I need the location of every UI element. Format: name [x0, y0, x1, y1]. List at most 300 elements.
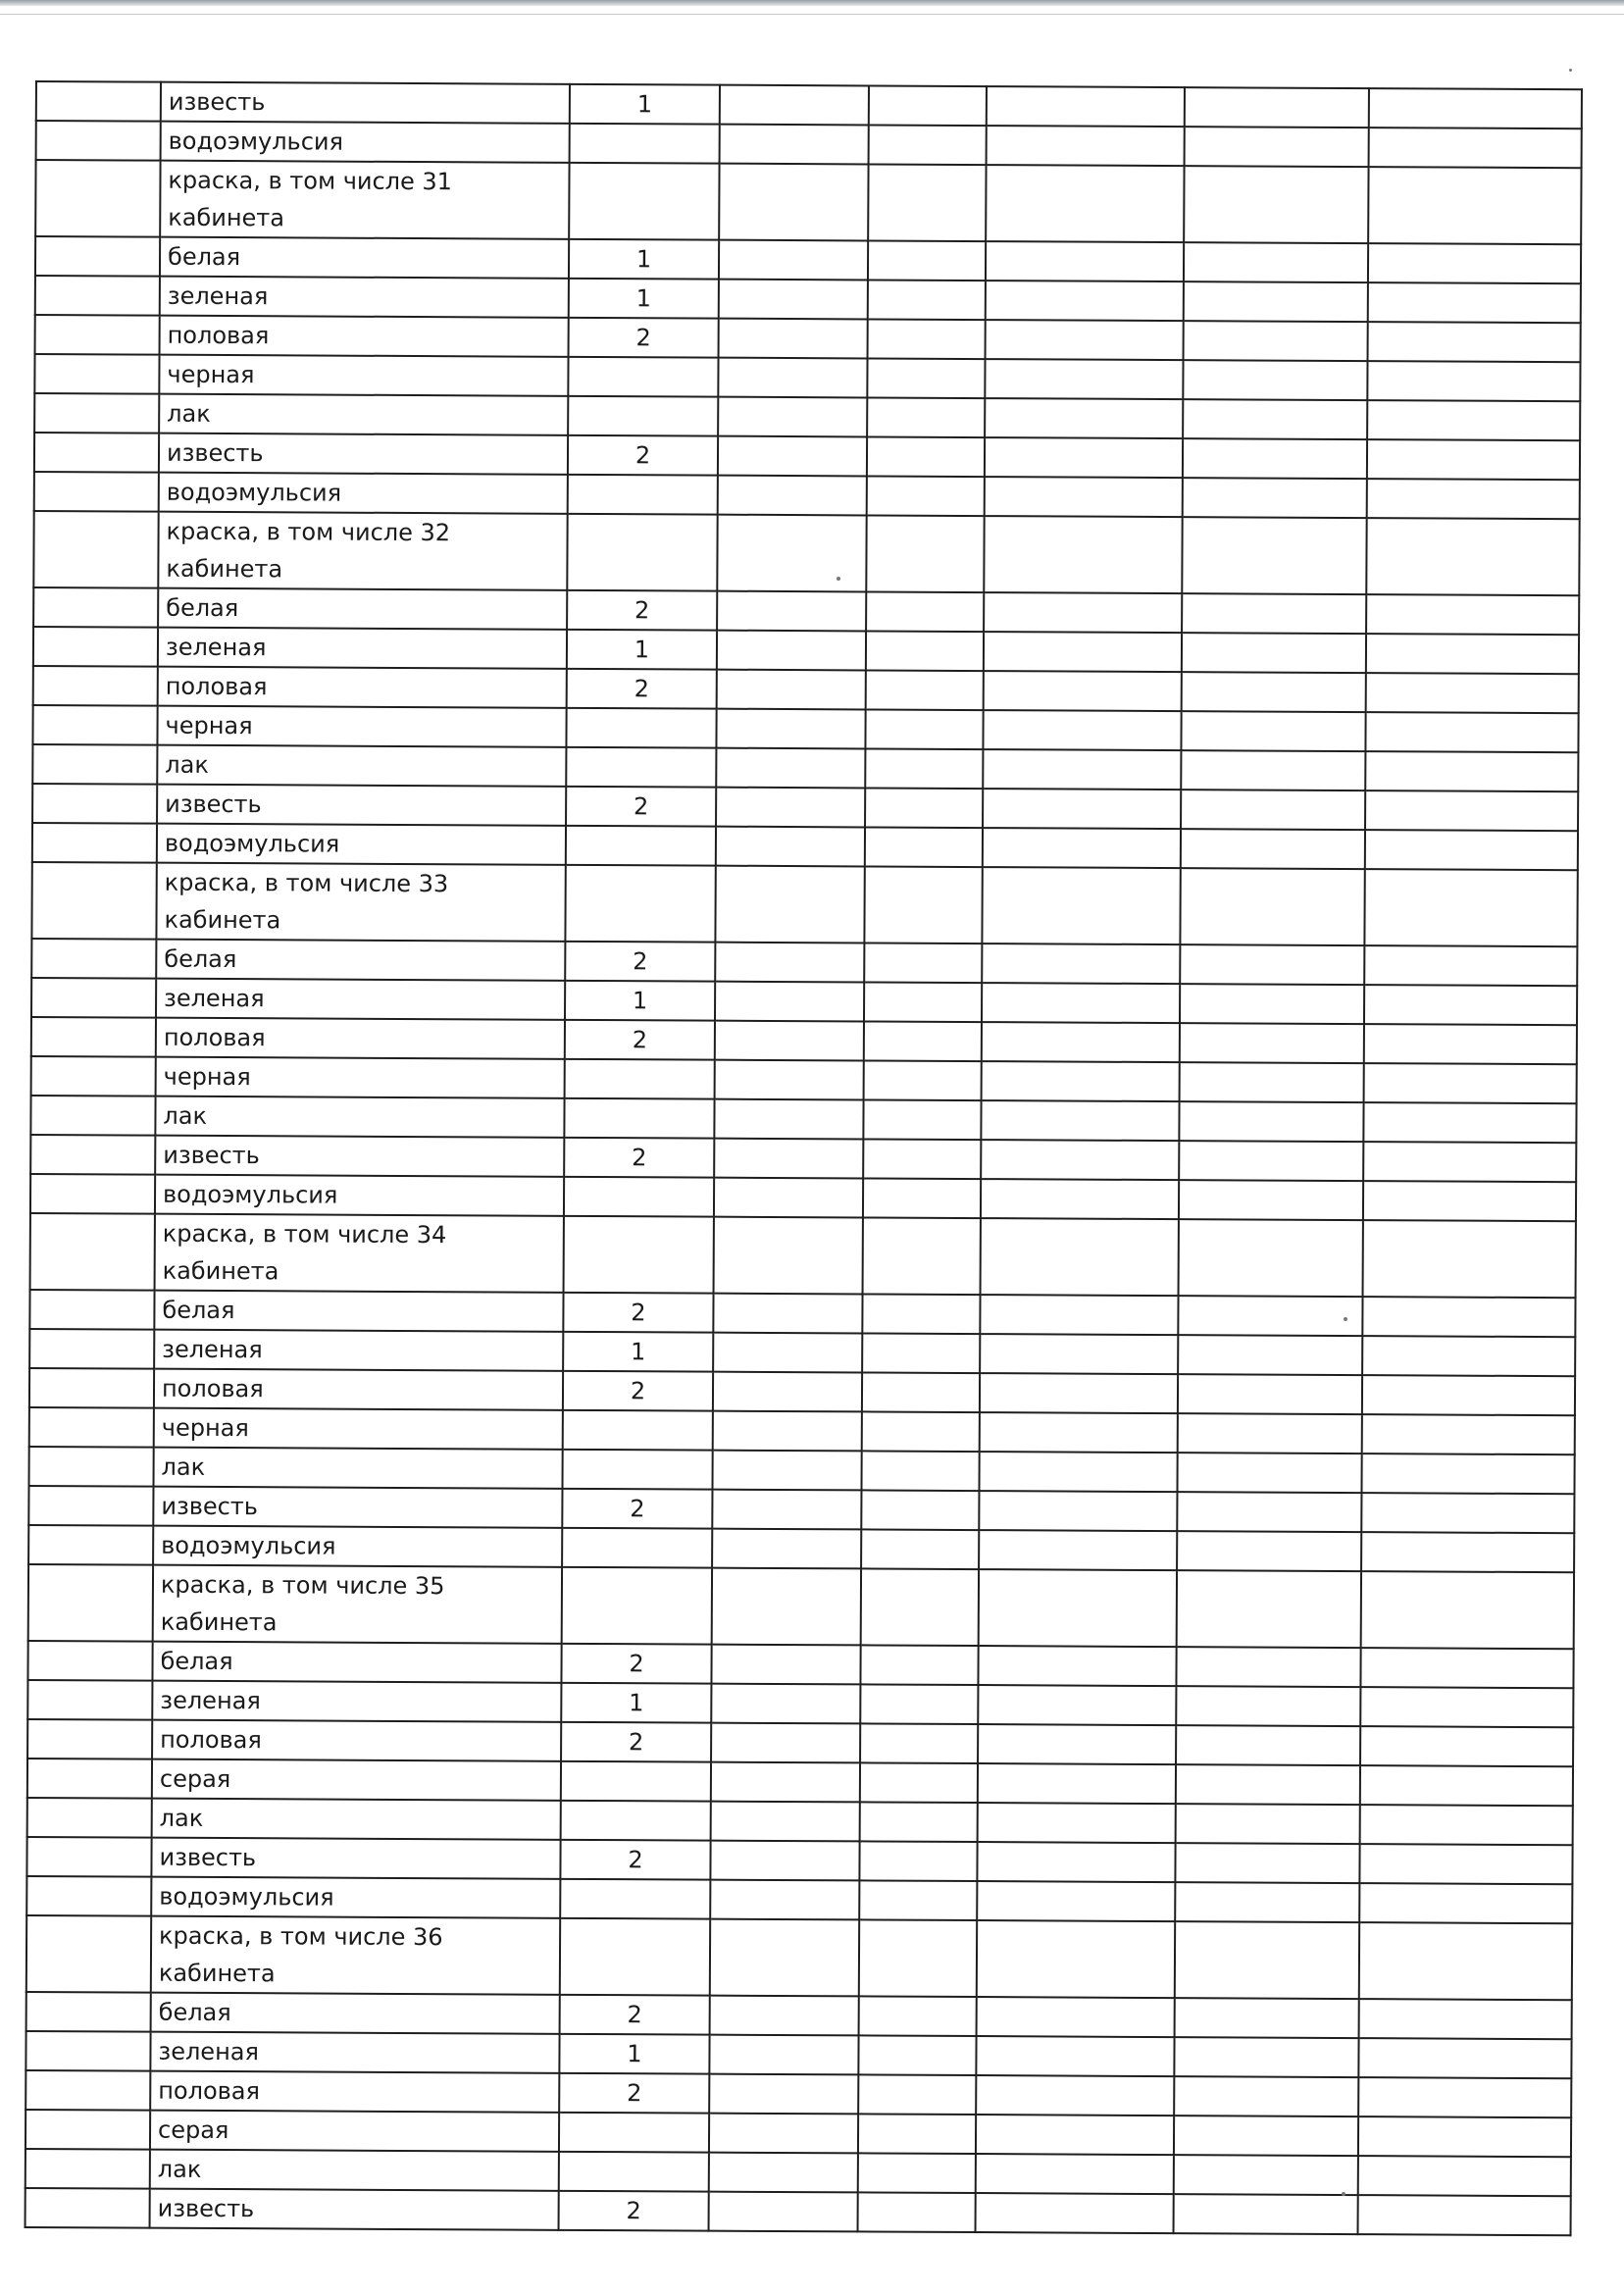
- empty-cell: [714, 1217, 863, 1295]
- empty-cell: [36, 81, 161, 122]
- empty-cell: [867, 358, 985, 398]
- empty-cell: [980, 1334, 1178, 1374]
- empty-cell: [712, 1529, 861, 1569]
- quantity-cell: [570, 124, 720, 164]
- empty-cell: [1178, 1335, 1362, 1375]
- empty-cell: [33, 511, 158, 588]
- empty-cell: [1179, 1219, 1363, 1297]
- material-name-cell: зеленая: [152, 1681, 561, 1722]
- empty-cell: [711, 1802, 860, 1842]
- table-row: [30, 1213, 1576, 1298]
- empty-cell: [26, 1915, 151, 1993]
- quantity-cell: 2: [563, 1293, 713, 1333]
- empty-cell: [976, 2115, 1174, 2155]
- empty-cell: [1184, 242, 1368, 282]
- material-name-cell: половая: [152, 1720, 561, 1761]
- quantity-cell: 2: [564, 1138, 714, 1178]
- empty-cell: [1174, 2037, 1358, 2077]
- empty-cell: [1183, 360, 1367, 400]
- quantity-cell: 2: [565, 942, 715, 982]
- empty-cell: [866, 631, 984, 671]
- empty-cell: [1358, 2038, 1571, 2078]
- empty-cell: [860, 1684, 978, 1724]
- empty-cell: [1359, 1883, 1572, 1923]
- empty-cell: [1181, 829, 1365, 869]
- material-name-cell: известь: [155, 1136, 564, 1177]
- quantity-cell: 2: [559, 2073, 709, 2114]
- empty-cell: [1178, 1413, 1362, 1453]
- material-name-cell: краска, в том числе 33 кабинета: [156, 863, 565, 942]
- quantity-cell: 2: [567, 590, 717, 631]
- empty-cell: [1358, 2077, 1571, 2117]
- empty-cell: [1177, 1492, 1361, 1532]
- empty-cell: [860, 1762, 978, 1803]
- material-name-cell: белая: [151, 1993, 560, 2034]
- empty-cell: [1361, 1453, 1574, 1494]
- empty-cell: [1368, 322, 1581, 362]
- quantity-cell: [568, 357, 718, 397]
- empty-cell: [984, 671, 1182, 711]
- empty-cell: [718, 436, 867, 477]
- empty-cell: [1367, 479, 1580, 519]
- empty-cell: [714, 1178, 863, 1218]
- empty-cell: [1174, 2076, 1358, 2116]
- empty-cell: [34, 393, 159, 433]
- empty-cell: [859, 1841, 977, 1881]
- empty-cell: [720, 85, 869, 126]
- empty-cell: [1176, 1764, 1360, 1805]
- quantity-cell: 2: [560, 1840, 710, 1880]
- empty-cell: [866, 591, 984, 632]
- empty-cell: [27, 1719, 152, 1759]
- empty-cell: [27, 1759, 152, 1799]
- empty-cell: [1359, 1922, 1572, 2000]
- material-name-cell: известь: [159, 433, 568, 475]
- empty-cell: [1181, 790, 1365, 830]
- quantity-cell: [569, 163, 719, 240]
- empty-cell: [29, 1368, 154, 1408]
- empty-cell: [980, 1295, 1178, 1335]
- empty-cell: [716, 709, 865, 749]
- empty-cell: [1181, 711, 1365, 751]
- empty-cell: [1367, 439, 1580, 480]
- empty-cell: [1183, 478, 1367, 518]
- empty-cell: [1183, 399, 1367, 439]
- empty-cell: [864, 1060, 982, 1100]
- empty-cell: [985, 359, 1183, 399]
- empty-cell: [710, 1841, 859, 1881]
- quantity-cell: 2: [567, 669, 717, 709]
- empty-cell: [981, 1218, 1179, 1296]
- material-name-cell: лак: [157, 745, 566, 787]
- empty-cell: [976, 2193, 1174, 2233]
- empty-cell: [984, 632, 1182, 672]
- empty-cell: [976, 2075, 1174, 2116]
- quantity-cell: 1: [570, 84, 720, 125]
- empty-cell: [31, 978, 156, 1018]
- empty-cell: [712, 1490, 861, 1530]
- empty-cell: [713, 1372, 862, 1412]
- empty-cell: [709, 2035, 858, 2075]
- empty-cell: [1360, 1648, 1573, 1688]
- empty-cell: [861, 1529, 979, 1569]
- empty-cell: [985, 398, 1183, 438]
- empty-cell: [29, 1290, 154, 1330]
- material-name-cell: лак: [155, 1096, 564, 1138]
- empty-cell: [865, 827, 983, 867]
- scan-speck: [1344, 1317, 1347, 1321]
- empty-cell: [1184, 281, 1368, 322]
- empty-cell: [860, 1645, 978, 1685]
- quantity-cell: [564, 1098, 714, 1139]
- empty-cell: [981, 1140, 1179, 1180]
- empty-cell: [1360, 1765, 1573, 1806]
- empty-cell: [981, 1179, 1179, 1219]
- empty-cell: [1364, 1024, 1577, 1064]
- empty-cell: [862, 1411, 980, 1452]
- empty-cell: [1180, 868, 1364, 945]
- empty-cell: [1368, 167, 1581, 244]
- table-row: [28, 1564, 1574, 1649]
- materials-table-body: [25, 81, 1582, 2235]
- empty-cell: [717, 670, 866, 710]
- empty-cell: [28, 1564, 153, 1642]
- quantity-cell: [562, 1528, 712, 1568]
- quantity-cell: 2: [562, 1489, 712, 1529]
- material-name-cell: краска, в том числе 34 кабинета: [155, 1214, 564, 1293]
- empty-cell: [1175, 1921, 1359, 1999]
- empty-cell: [29, 1329, 154, 1369]
- empty-cell: [1176, 1686, 1360, 1726]
- material-name-cell: половая: [160, 316, 569, 357]
- quantity-cell: [565, 865, 715, 943]
- empty-cell: [715, 1021, 864, 1061]
- empty-cell: [862, 1294, 980, 1334]
- empty-cell: [982, 1022, 1180, 1062]
- empty-cell: [35, 315, 160, 355]
- empty-cell: [709, 2192, 858, 2232]
- empty-cell: [978, 1685, 1176, 1725]
- material-name-cell: краска, в том числе 31 кабинета: [160, 161, 569, 239]
- empty-cell: [864, 943, 982, 983]
- empty-cell: [30, 1096, 155, 1136]
- empty-cell: [1361, 1571, 1574, 1649]
- table-row: [35, 160, 1581, 244]
- empty-cell: [1180, 944, 1364, 985]
- empty-cell: [985, 437, 1183, 478]
- empty-cell: [986, 241, 1184, 281]
- empty-cell: [710, 1880, 859, 1920]
- material-name-cell: водоэмульсия: [153, 1526, 562, 1567]
- empty-cell: [862, 1333, 980, 1373]
- empty-cell: [715, 982, 864, 1022]
- empty-cell: [869, 85, 987, 126]
- empty-cell: [984, 592, 1182, 633]
- material-name-cell: лак: [152, 1799, 561, 1840]
- empty-cell: [25, 2070, 150, 2111]
- empty-cell: [1363, 1181, 1576, 1221]
- material-name-cell: лак: [150, 2150, 559, 2191]
- empty-cell: [711, 1762, 860, 1803]
- empty-cell: [866, 670, 984, 710]
- empty-cell: [858, 2153, 976, 2193]
- material-name-cell: серая: [152, 1759, 561, 1801]
- empty-cell: [1365, 712, 1578, 752]
- quantity-cell: [566, 747, 716, 788]
- empty-cell: [27, 1641, 152, 1681]
- material-name-cell: зеленая: [150, 2032, 559, 2073]
- empty-cell: [987, 86, 1185, 127]
- table-row: [31, 862, 1577, 946]
- material-name-cell: известь: [151, 1838, 560, 1879]
- empty-cell: [26, 1837, 151, 1877]
- empty-cell: [716, 748, 865, 789]
- empty-cell: [859, 1880, 977, 1920]
- quantity-cell: [564, 1177, 714, 1217]
- empty-cell: [29, 1407, 154, 1448]
- material-name-cell: водоэмульсия: [151, 1877, 560, 1918]
- empty-cell: [1179, 1180, 1363, 1220]
- empty-cell: [1181, 750, 1365, 790]
- empty-cell: [976, 2154, 1174, 2194]
- empty-cell: [27, 1798, 152, 1838]
- empty-cell: [713, 1411, 862, 1452]
- empty-cell: [1360, 1687, 1573, 1727]
- empty-cell: [719, 280, 868, 320]
- empty-cell: [1361, 1493, 1574, 1533]
- material-name-cell: известь: [150, 2189, 559, 2230]
- empty-cell: [864, 1021, 982, 1061]
- empty-cell: [25, 2149, 150, 2189]
- material-name-cell: известь: [153, 1487, 562, 1528]
- empty-cell: [858, 2074, 976, 2115]
- empty-cell: [983, 789, 1181, 829]
- empty-cell: [32, 705, 157, 745]
- empty-cell: [982, 867, 1180, 944]
- empty-cell: [1360, 1726, 1573, 1766]
- empty-cell: [717, 591, 866, 632]
- empty-cell: [865, 748, 983, 789]
- empty-cell: [35, 160, 160, 237]
- empty-cell: [1180, 1062, 1364, 1102]
- empty-cell: [30, 1213, 155, 1291]
- empty-cell: [1366, 594, 1579, 635]
- quantity-cell: [560, 1879, 710, 1919]
- quantity-cell: [559, 2152, 709, 2192]
- empty-cell: [978, 1724, 1176, 1764]
- empty-cell: [1182, 517, 1366, 594]
- quantity-cell: [562, 1567, 712, 1645]
- empty-cell: [36, 121, 161, 161]
- empty-cell: [1177, 1453, 1361, 1493]
- material-name-cell: известь: [161, 82, 570, 124]
- empty-cell: [720, 125, 869, 165]
- empty-cell: [31, 862, 156, 940]
- empty-cell: [32, 823, 157, 863]
- empty-cell: [718, 358, 867, 398]
- quantity-cell: [561, 1801, 711, 1841]
- empty-cell: [1363, 1220, 1576, 1298]
- material-name-cell: белая: [156, 940, 565, 981]
- empty-cell: [982, 983, 1180, 1023]
- quantity-cell: 1: [567, 630, 717, 670]
- empty-cell: [1180, 984, 1364, 1024]
- scan-speck: [837, 577, 840, 581]
- empty-cell: [869, 125, 987, 165]
- empty-cell: [709, 2114, 858, 2154]
- empty-cell: [983, 749, 1181, 790]
- empty-cell: [867, 397, 985, 437]
- empty-cell: [719, 240, 868, 280]
- empty-cell: [709, 2153, 858, 2193]
- empty-cell: [31, 1056, 156, 1096]
- empty-cell: [1178, 1296, 1362, 1336]
- empty-cell: [1179, 1141, 1363, 1181]
- empty-cell: [1362, 1336, 1575, 1376]
- empty-cell: [859, 1919, 977, 1997]
- empty-cell: [709, 2074, 858, 2115]
- empty-cell: [1358, 2116, 1571, 2157]
- empty-cell: [861, 1490, 979, 1530]
- quantity-cell: 2: [561, 1644, 711, 1684]
- empty-cell: [1369, 88, 1582, 128]
- empty-cell: [27, 1680, 152, 1720]
- scan-speck: [1569, 69, 1572, 72]
- quantity-cell: [564, 1216, 714, 1294]
- empty-cell: [860, 1802, 978, 1842]
- empty-cell: [1176, 1725, 1360, 1765]
- empty-cell: [1359, 1999, 1572, 2039]
- materials-table: [25, 80, 1583, 2236]
- empty-cell: [715, 943, 864, 983]
- empty-cell: [710, 1996, 859, 2036]
- empty-cell: [980, 1373, 1178, 1413]
- empty-cell: [982, 1061, 1180, 1101]
- empty-cell: [1177, 1531, 1361, 1571]
- quantity-cell: 2: [561, 1722, 711, 1762]
- material-name-cell: белая: [160, 237, 569, 279]
- scan-speck: [1342, 2192, 1345, 2196]
- empty-cell: [863, 1178, 981, 1218]
- empty-cell: [980, 1412, 1178, 1453]
- empty-cell: [861, 1451, 979, 1491]
- empty-cell: [714, 1099, 863, 1140]
- empty-cell: [1174, 2116, 1358, 2156]
- empty-cell: [863, 1217, 981, 1295]
- quantity-cell: 1: [559, 2034, 709, 2074]
- empty-cell: [32, 784, 157, 824]
- empty-cell: [1176, 1647, 1360, 1687]
- material-name-cell: водоэмульсия: [159, 473, 568, 514]
- empty-cell: [987, 126, 1185, 166]
- quantity-cell: 2: [559, 2191, 709, 2231]
- empty-cell: [1360, 1805, 1573, 1845]
- material-name-cell: черная: [157, 706, 566, 747]
- quantity-cell: 2: [566, 787, 716, 827]
- empty-cell: [1175, 1998, 1359, 2038]
- empty-cell: [1180, 1023, 1364, 1063]
- empty-cell: [978, 1803, 1176, 1843]
- empty-cell: [33, 627, 158, 667]
- empty-cell: [26, 1992, 151, 2032]
- empty-cell: [1367, 400, 1580, 440]
- empty-cell: [864, 982, 982, 1022]
- empty-cell: [860, 1723, 978, 1763]
- empty-cell: [35, 276, 160, 316]
- empty-cell: [30, 1135, 155, 1175]
- empty-cell: [863, 1139, 981, 1179]
- empty-cell: [1175, 1843, 1359, 1883]
- empty-cell: [25, 2188, 150, 2228]
- empty-cell: [868, 240, 986, 280]
- empty-cell: [719, 164, 868, 241]
- empty-cell: [30, 1174, 155, 1214]
- quantity-cell: [563, 1410, 713, 1451]
- empty-cell: [711, 1645, 860, 1685]
- empty-cell: [1174, 2194, 1358, 2234]
- material-name-cell: краска, в том числе 35 кабинета: [153, 1565, 562, 1644]
- quantity-cell: [565, 1059, 715, 1099]
- empty-cell: [858, 2192, 976, 2232]
- empty-cell: [719, 319, 868, 359]
- empty-cell: [1184, 321, 1368, 361]
- empty-cell: [979, 1569, 1177, 1647]
- empty-cell: [1365, 830, 1578, 870]
- empty-cell: [979, 1491, 1177, 1531]
- empty-cell: [32, 744, 157, 785]
- empty-cell: [1182, 593, 1366, 634]
- empty-cell: [1364, 945, 1577, 986]
- material-name-cell: белая: [158, 588, 567, 630]
- table-row: [33, 511, 1579, 595]
- empty-cell: [979, 1530, 1177, 1570]
- empty-cell: [1364, 985, 1577, 1025]
- empty-cell: [1362, 1297, 1575, 1337]
- quantity-cell: [560, 1918, 710, 1996]
- empty-cell: [1368, 243, 1581, 283]
- material-name-cell: водоэмульсия: [161, 122, 570, 163]
- empty-cell: [866, 515, 984, 592]
- empty-cell: [33, 587, 158, 628]
- empty-cell: [983, 828, 1181, 868]
- empty-cell: [35, 236, 160, 277]
- empty-cell: [1361, 1532, 1574, 1572]
- empty-cell: [1358, 2195, 1571, 2235]
- empty-cell: [985, 477, 1183, 517]
- quantity-cell: [568, 475, 718, 515]
- empty-cell: [716, 827, 865, 867]
- material-name-cell: известь: [157, 785, 566, 826]
- empty-cell: [865, 709, 983, 749]
- empty-cell: [1362, 1414, 1575, 1454]
- material-name-cell: белая: [152, 1642, 561, 1683]
- empty-cell: [982, 943, 1180, 984]
- material-name-cell: черная: [159, 355, 568, 396]
- material-name-cell: лак: [159, 394, 568, 435]
- quantity-cell: 2: [569, 318, 719, 358]
- empty-cell: [718, 397, 867, 437]
- empty-cell: [1177, 1570, 1361, 1648]
- empty-cell: [28, 1525, 153, 1565]
- empty-cell: [865, 788, 983, 828]
- quantity-cell: 2: [560, 1995, 710, 2035]
- empty-cell: [976, 2036, 1174, 2076]
- quantity-cell: 1: [563, 1332, 713, 1372]
- empty-cell: [715, 866, 864, 943]
- table-row: [26, 1915, 1572, 2000]
- empty-cell: [1182, 672, 1366, 712]
- material-name-cell: серая: [150, 2111, 559, 2152]
